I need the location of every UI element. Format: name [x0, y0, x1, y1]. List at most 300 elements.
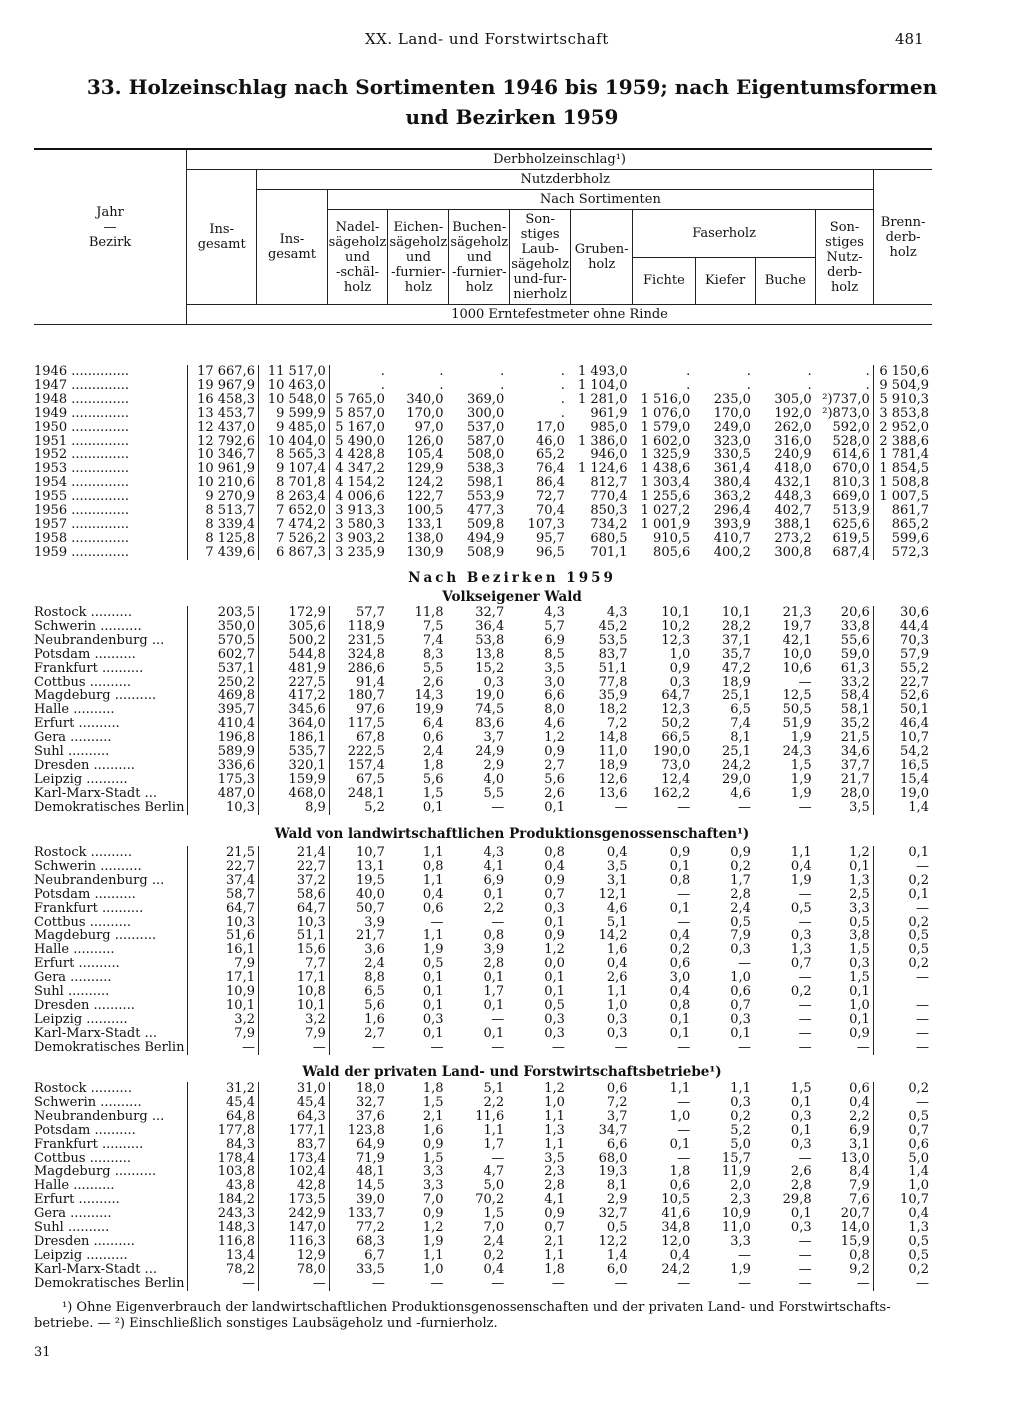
- row-label: 1947 ..............: [34, 379, 188, 393]
- table-cell: 4 428,8: [335, 448, 385, 463]
- table-cell: 1,1: [483, 1123, 505, 1138]
- table-cell: 1,0: [422, 1262, 444, 1277]
- table-row: [34, 1193, 932, 1207]
- table-cell: 34,7: [598, 1123, 628, 1138]
- table-cell: 65,2: [535, 448, 565, 463]
- table-cell: 6 150,6: [879, 365, 929, 379]
- table-cell: 625,6: [815, 518, 874, 532]
- table-cell: 15,2: [475, 661, 505, 676]
- table-cell: 3,3: [422, 1165, 444, 1180]
- table-cell: 0,5: [422, 957, 444, 972]
- table-cell: 0,1: [790, 1095, 812, 1110]
- row-label: 1956 ..............: [34, 504, 188, 518]
- table-cell: 1,5: [815, 943, 874, 957]
- table-cell: 2,2: [483, 1095, 505, 1110]
- table-cell: 0,6: [669, 957, 691, 972]
- table-cell: —: [677, 1151, 691, 1166]
- table-cell: 2,4: [364, 957, 385, 972]
- table-row: [34, 689, 932, 703]
- table-cell: .: [560, 392, 565, 407]
- table-cell: 70,4: [535, 504, 565, 518]
- table-cell: 0,4: [422, 887, 444, 902]
- table-row: [34, 1124, 932, 1138]
- sonst-laub-header: Son- stiges Laub- sägeholz und-fur- nierholz: [510, 210, 571, 305]
- row-label: Halle ..........: [34, 943, 188, 957]
- table-cell: 10 346,7: [188, 448, 259, 462]
- row-label: Rostock ..........: [34, 846, 188, 860]
- table-cell: 8 565,3: [258, 448, 329, 462]
- table-cell: 369,0: [467, 392, 505, 407]
- table-cell: 0,0: [544, 957, 565, 972]
- signature-mark: 31: [34, 1345, 51, 1360]
- table-cell: 1,8: [422, 758, 444, 773]
- table-cell: 2,6: [606, 971, 628, 986]
- table-cell: 1,9: [790, 731, 812, 746]
- table-cell: 0,3: [790, 1221, 812, 1235]
- table-cell: ²)873,0: [815, 407, 874, 421]
- table-cell: 5,0: [730, 1137, 751, 1152]
- table-cell: 10 961,9: [188, 462, 259, 476]
- table-cell: 1,8: [422, 1082, 444, 1096]
- table-cell: 0,4: [790, 859, 812, 874]
- table-cell: 4,6: [544, 717, 565, 732]
- table-cell: 2,0: [730, 1179, 751, 1194]
- table-cell: 12,9: [258, 1249, 329, 1263]
- table-cell: 0,1: [544, 915, 565, 930]
- table-cell: 0,3: [422, 1012, 444, 1027]
- table-cell: 0,1: [815, 1013, 874, 1027]
- table-cell: 103,8: [188, 1165, 259, 1179]
- table-cell: 3,7: [606, 1109, 628, 1124]
- table-cell: 133,1: [406, 517, 444, 532]
- table-row: [34, 476, 932, 490]
- table-cell: 18,9: [721, 675, 751, 690]
- table-cell: 0,6: [730, 985, 751, 999]
- table-cell: 0,8: [544, 846, 565, 860]
- table-cell: 10,7: [355, 846, 385, 860]
- table-cell: 1,9: [422, 1234, 444, 1249]
- table-cell: 17,1: [188, 971, 259, 985]
- table-cell: 222,5: [347, 745, 385, 759]
- table-cell: —: [798, 1151, 812, 1166]
- table-cell: 494,9: [467, 531, 505, 546]
- table-cell: 24,2: [661, 1262, 691, 1277]
- table-cell: 18,2: [598, 703, 628, 718]
- table-cell: 20,7: [815, 1207, 874, 1221]
- table-row: [34, 902, 932, 916]
- table-cell: 1 493,0: [577, 365, 628, 379]
- table-cell: 28,2: [721, 619, 751, 634]
- table-cell: 0,6: [606, 1082, 628, 1096]
- table-cell: 0,4: [908, 1207, 929, 1222]
- table-cell: 477,3: [467, 504, 505, 518]
- table-cell: 8,1: [606, 1179, 628, 1194]
- sonst-nutz-header: Son- stiges Nutz- derb- holz: [815, 210, 873, 305]
- table-cell: 11,6: [475, 1109, 505, 1124]
- table-cell: 0,1: [790, 1123, 812, 1138]
- table-cell: —: [614, 1276, 628, 1291]
- table-cell: 12,0: [661, 1234, 691, 1249]
- table-cell: 162,2: [653, 786, 691, 801]
- table-cell: 0,8: [422, 859, 444, 874]
- table-cell: 3,2: [258, 1013, 329, 1027]
- table-row: [34, 846, 932, 860]
- table-cell: 0,5: [908, 929, 929, 944]
- table-cell: 10,1: [721, 606, 751, 620]
- table-cell: 45,4: [188, 1096, 259, 1110]
- table-cell: 1 027,2: [640, 504, 691, 518]
- table-cell: 15,4: [900, 772, 929, 787]
- table-row: [34, 916, 932, 930]
- table-cell: 1,1: [790, 846, 812, 860]
- table-cell: 22,7: [258, 860, 329, 874]
- table-cell: 4 006,6: [335, 490, 385, 505]
- table-cell: —: [798, 887, 812, 902]
- table-cell: 805,6: [653, 545, 691, 560]
- table-row: [34, 365, 932, 379]
- table-cell: 300,8: [774, 545, 812, 560]
- table-cell: —: [916, 1095, 929, 1110]
- title-line-2: und Bezirken 1959: [405, 105, 619, 129]
- table-cell: 64,9: [355, 1137, 385, 1152]
- table-cell: 0,9: [669, 846, 691, 860]
- table-cell: 1,3: [544, 1123, 565, 1138]
- section-table-privat: [34, 1082, 932, 1291]
- table-cell: 10 404,0: [258, 435, 329, 449]
- table-cell: 10,1: [188, 999, 259, 1013]
- table-cell: 1 255,6: [640, 490, 691, 505]
- table-row: [34, 874, 932, 888]
- table-cell: —: [551, 1040, 565, 1055]
- table-cell: 0,3: [606, 1026, 628, 1041]
- table-cell: —: [551, 1276, 565, 1291]
- row-label: 1946 ..............: [34, 365, 188, 379]
- table-cell: 812,7: [590, 476, 628, 491]
- table-cell: 0,3: [790, 929, 812, 944]
- table-cell: 35,2: [815, 717, 874, 731]
- table-cell: —: [677, 887, 691, 902]
- table-cell: 10,8: [258, 985, 329, 999]
- table-cell: 5 167,0: [335, 420, 385, 435]
- table-cell: 28,0: [815, 787, 874, 801]
- table-cell: 19,3: [598, 1165, 628, 1180]
- table-cell: 2,6: [544, 786, 565, 801]
- table-cell: 24,3: [782, 745, 812, 759]
- table-cell: 50,2: [661, 717, 691, 732]
- row-label: Frankfurt ..........: [34, 662, 188, 676]
- table-cell: 10 463,0: [258, 379, 329, 393]
- table-cell: 97,0: [414, 420, 444, 435]
- table-cell: 570,5: [188, 634, 259, 648]
- table-cell: —: [916, 971, 929, 986]
- table-cell: 1 076,0: [640, 406, 691, 421]
- table-row: [34, 787, 932, 801]
- table-cell: 33,5: [355, 1262, 385, 1277]
- table-cell: 410,7: [713, 531, 751, 546]
- table-cell: 74,5: [475, 703, 505, 718]
- table-cell: —: [677, 1095, 691, 1110]
- table-cell: —: [371, 1040, 385, 1055]
- table-cell: —: [677, 1276, 691, 1291]
- row-label: 1949 ..............: [34, 407, 188, 421]
- table-row: [34, 634, 932, 648]
- table-cell: 95,7: [535, 531, 565, 546]
- row-label: Potsdam ..........: [34, 1124, 188, 1138]
- table-cell: 10,5: [661, 1193, 691, 1208]
- table-cell: 0,3: [606, 1012, 628, 1027]
- table-cell: 138,0: [406, 531, 444, 546]
- table-cell: 410,4: [188, 717, 259, 731]
- table-cell: 1,9: [790, 873, 812, 888]
- table-cell: 8 125,8: [188, 532, 259, 546]
- table-cell: 0,1: [908, 846, 929, 860]
- table-cell: 1,9: [422, 943, 444, 958]
- stub-header: Jahr — Bezirk: [34, 149, 187, 305]
- table-cell: 0,9: [669, 661, 691, 676]
- table-cell: 64,8: [188, 1110, 259, 1124]
- table-cell: 7,7: [258, 957, 329, 971]
- table-cell: 12,3: [661, 633, 691, 648]
- table-cell: 4,3: [544, 606, 565, 620]
- table-cell: 286,6: [347, 661, 385, 676]
- table-cell: 9 485,0: [258, 421, 329, 435]
- row-label: Frankfurt ..........: [34, 902, 188, 916]
- table-cell: 4,0: [483, 772, 505, 787]
- table-cell: 170,0: [406, 406, 444, 421]
- table-cell: —: [491, 1151, 505, 1166]
- table-cell: 2,6: [422, 675, 444, 690]
- table-cell: 0,4: [669, 929, 691, 944]
- table-cell: 0,3: [790, 1109, 812, 1124]
- table-cell: 0,1: [790, 1207, 812, 1222]
- table-cell: 323,0: [713, 434, 751, 449]
- table-cell: 7,6: [815, 1193, 874, 1207]
- table-cell: 78,2: [188, 1263, 259, 1277]
- table-cell: 262,0: [774, 420, 812, 435]
- table-cell: 14,2: [598, 929, 628, 944]
- table-row: [34, 801, 932, 815]
- row-label: 1955 ..............: [34, 490, 188, 504]
- table-cell: 96,5: [535, 545, 565, 560]
- table-cell: 186,1: [258, 731, 329, 745]
- table-cell: 316,0: [774, 434, 812, 449]
- table-cell: 1,5: [422, 1151, 444, 1166]
- row-label: 1953 ..............: [34, 462, 188, 476]
- section-title-volkseigen: Volkseigener Wald: [442, 589, 582, 605]
- table-cell: 513,9: [815, 504, 874, 518]
- table-cell: 734,2: [590, 517, 628, 532]
- table-cell: 9 504,9: [879, 378, 929, 393]
- table-row: [34, 421, 932, 435]
- table-cell: 0,3: [544, 1012, 565, 1027]
- table-cell: 0,6: [815, 1082, 874, 1096]
- table-cell: 0,1: [483, 998, 505, 1013]
- table-cell: 17,1: [258, 971, 329, 985]
- table-cell: 0,9: [544, 745, 565, 759]
- row-label: Halle ..........: [34, 703, 188, 717]
- table-cell: 6,6: [544, 689, 565, 704]
- table-cell: 5 765,0: [335, 392, 385, 407]
- table-cell: 7,2: [606, 1095, 628, 1110]
- table-cell: 10,6: [782, 661, 812, 676]
- table-cell: 273,2: [774, 531, 812, 546]
- table-cell: 51,6: [188, 929, 259, 943]
- table-row: [34, 676, 932, 690]
- table-cell: 130,9: [406, 545, 444, 560]
- table-cell: 42,1: [782, 633, 812, 648]
- table-cell: 6,5: [364, 985, 385, 999]
- table-cell: 468,0: [258, 787, 329, 801]
- table-cell: 72,7: [535, 490, 565, 505]
- table-cell: 6,9: [815, 1124, 874, 1138]
- table-cell: 17,0: [535, 420, 565, 435]
- table-cell: 16,1: [188, 943, 259, 957]
- table-cell: 0,1: [422, 998, 444, 1013]
- table-cell: 10,7: [900, 1193, 929, 1208]
- table-cell: 7,9: [258, 1027, 329, 1041]
- table-cell: 985,0: [590, 420, 628, 435]
- row-label: Gera ..........: [34, 1207, 188, 1221]
- table-cell: 1 281,0: [577, 392, 628, 407]
- table-cell: 1 007,5: [879, 490, 929, 505]
- table-cell: 3 580,3: [335, 517, 385, 532]
- table-cell: 50,7: [355, 901, 385, 916]
- section-title-privat: Wald der privaten Land- und Forstwirtschaftsbetriebe¹): [302, 1064, 722, 1080]
- table-cell: 70,2: [475, 1193, 505, 1208]
- table-cell: .: [380, 378, 385, 393]
- table-cell: 10,1: [661, 606, 691, 620]
- table-cell: 10,9: [721, 1207, 751, 1222]
- section-bezirke: Nach Bezirken 1959: [408, 570, 616, 586]
- table-cell: 614,6: [815, 448, 874, 462]
- table-cell: 1,2: [422, 1221, 444, 1235]
- table-cell: 124,2: [406, 476, 444, 491]
- table-row: [34, 943, 932, 957]
- footnote-line-1: ¹) Ohne Eigenverbrauch der landwirtschaftlichen Produktionsgenossenschaften und der privaten Land- und Forstwirtschafts-: [62, 1300, 891, 1315]
- table-cell: 12,3: [661, 703, 691, 718]
- table-cell: 64,7: [661, 689, 691, 704]
- table-cell: 57,7: [355, 606, 385, 620]
- table-cell: 0,3: [483, 675, 505, 690]
- table-cell: 24,2: [721, 758, 751, 773]
- table-cell: 0,9: [544, 873, 565, 888]
- kiefer-header: Kiefer: [695, 257, 755, 305]
- table-cell: 37,2: [258, 874, 329, 888]
- table-cell: 170,0: [713, 406, 751, 421]
- table-cell: 51,1: [598, 661, 628, 676]
- table-cell: 180,7: [347, 689, 385, 704]
- table-cell: —: [815, 1041, 874, 1055]
- table-cell: 2 388,6: [879, 434, 929, 449]
- table-cell: 0,1: [669, 1026, 691, 1041]
- table-cell: 83,7: [598, 647, 628, 662]
- table-cell: 19,0: [900, 786, 929, 801]
- table-cell: 7,0: [483, 1221, 505, 1235]
- table-cell: 8,4: [815, 1165, 874, 1179]
- table-cell: 418,0: [774, 462, 812, 477]
- table-cell: —: [798, 1276, 812, 1291]
- table-cell: 1,5: [422, 786, 444, 801]
- table-row: [34, 407, 932, 421]
- table-cell: 0,2: [908, 873, 929, 888]
- table-cell: 5,6: [422, 772, 444, 787]
- table-cell: 508,9: [467, 545, 505, 560]
- table-cell: 7,4: [730, 717, 751, 732]
- table-cell: 12,2: [598, 1234, 628, 1249]
- table-cell: 24,9: [475, 745, 505, 759]
- table-cell: 0,4: [544, 859, 565, 874]
- table-cell: 395,7: [188, 703, 259, 717]
- buche-header: Buche: [755, 257, 815, 305]
- buchen-header: Buchen- sägeholz und -furnier- holz: [449, 210, 510, 305]
- table-cell: 4,3: [606, 606, 628, 620]
- table-cell: —: [798, 1026, 812, 1041]
- table-cell: 159,9: [258, 773, 329, 787]
- table-row: [34, 1138, 932, 1152]
- table-cell: 4,6: [606, 901, 628, 916]
- table-cell: 0,9: [422, 1137, 444, 1152]
- table-cell: 0,2: [908, 1262, 929, 1277]
- table-cell: 0,2: [908, 957, 929, 972]
- table-cell: 6,6: [606, 1137, 628, 1152]
- table-cell: 44,4: [900, 619, 929, 634]
- table-cell: 7,0: [422, 1193, 444, 1208]
- table-cell: 0,5: [730, 915, 751, 930]
- table-cell: 86,4: [535, 476, 565, 491]
- row-label: Suhl ..........: [34, 745, 188, 759]
- table-cell: 1 104,0: [577, 378, 628, 393]
- table-cell: 0,9: [422, 1207, 444, 1222]
- table-cell: 31,0: [258, 1082, 329, 1096]
- table-cell: 10,3: [258, 916, 329, 930]
- table-cell: 296,4: [713, 504, 751, 518]
- table-cell: 810,3: [815, 476, 874, 490]
- table-cell: 6 867,3: [258, 546, 329, 560]
- table-cell: 0,1: [730, 1026, 751, 1041]
- table-cell: 0,8: [815, 1249, 874, 1263]
- table-cell: 5,5: [483, 786, 505, 801]
- table-cell: 8,0: [544, 703, 565, 718]
- table-row: [34, 1110, 932, 1124]
- table-cell: 45,4: [258, 1096, 329, 1110]
- table-cell: 11,8: [414, 606, 444, 620]
- table-cell: 388,1: [774, 517, 812, 532]
- table-cell: 148,3: [188, 1221, 259, 1235]
- table-cell: 0,3: [730, 943, 751, 958]
- table-cell: 1,5: [790, 1082, 812, 1096]
- table-cell: 0,3: [730, 1012, 751, 1027]
- table-cell: 184,2: [188, 1193, 259, 1207]
- table-cell: 572,3: [891, 545, 929, 560]
- table-cell: 537,0: [467, 420, 505, 435]
- table-cell: 70,3: [900, 633, 929, 648]
- table-cell: 21,3: [782, 606, 812, 620]
- table-cell: 15,6: [258, 943, 329, 957]
- table-cell: 5,6: [544, 772, 565, 787]
- column-header: [34, 148, 932, 325]
- table-title: [0, 72, 1024, 132]
- table-row: [34, 985, 932, 999]
- table-cell: 250,2: [188, 676, 259, 690]
- table-cell: 1,1: [730, 1082, 751, 1096]
- row-label: Leipzig ..........: [34, 1013, 188, 1027]
- table-cell: 2,2: [483, 901, 505, 916]
- table-cell: 2,8: [730, 887, 751, 902]
- table-cell: 1 516,0: [640, 392, 691, 407]
- table-cell: 10,1: [258, 999, 329, 1013]
- table-cell: 0,1: [544, 985, 565, 999]
- table-row: [34, 999, 932, 1013]
